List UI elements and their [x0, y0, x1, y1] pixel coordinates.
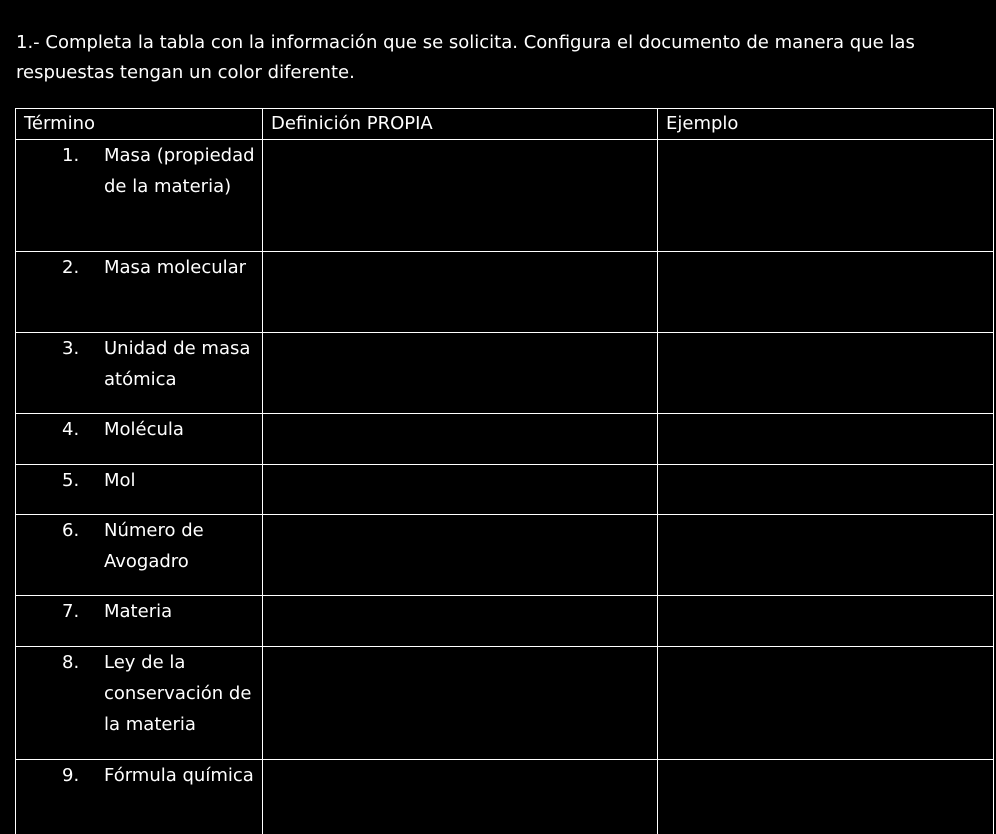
term-number: 2.: [62, 257, 80, 278]
example-cell[interactable]: [658, 596, 994, 647]
term-name: Masa molecular: [104, 257, 247, 278]
term-cell: [16, 465, 263, 515]
term-cell: [16, 252, 263, 333]
table-row: [16, 647, 994, 760]
term-name: Masa (propiedad de la materia): [104, 145, 255, 197]
term-cell: [16, 333, 263, 414]
term-name: Número de Avogadro: [104, 520, 204, 572]
definition-cell[interactable]: [263, 760, 658, 834]
term-name: Unidad de masa atómica: [104, 338, 251, 390]
instructions-text: 1.- Completa la tabla con la información que se solicita. Configura el documento de manera que las respuestas tengan un color diferente.: [16, 32, 915, 83]
table-row: [16, 465, 994, 515]
table-row: [16, 252, 994, 333]
definition-cell[interactable]: [263, 252, 658, 333]
example-cell[interactable]: [658, 647, 994, 760]
term-number: 5.: [62, 470, 80, 491]
term-number: 6.: [62, 520, 80, 541]
example-cell[interactable]: [658, 414, 994, 465]
example-cell[interactable]: [658, 515, 994, 596]
definition-cell[interactable]: [263, 140, 658, 252]
term-cell: [16, 515, 263, 596]
table-row: [16, 414, 994, 465]
term-number: 3.: [62, 338, 80, 359]
term-number: 9.: [62, 765, 80, 786]
example-cell[interactable]: [658, 252, 994, 333]
header-example: Ejemplo: [658, 109, 994, 140]
header-term: Término: [16, 109, 263, 140]
table-row: [16, 760, 994, 834]
term-name: Mol: [104, 470, 136, 491]
table-row: [16, 515, 994, 596]
term-cell: [16, 140, 263, 252]
term-cell: [16, 647, 263, 760]
example-cell[interactable]: [658, 465, 994, 515]
table-row: [16, 140, 994, 252]
term-cell: [16, 596, 263, 647]
term-number: 1.: [62, 145, 80, 166]
definition-cell[interactable]: [263, 596, 658, 647]
terms-table: [15, 108, 994, 834]
term-number: 4.: [62, 419, 80, 440]
example-cell[interactable]: [658, 333, 994, 414]
term-name: Materia: [104, 601, 173, 622]
definition-cell[interactable]: [263, 515, 658, 596]
definition-cell[interactable]: [263, 647, 658, 760]
term-number: 8.: [62, 652, 80, 673]
example-cell[interactable]: [658, 760, 994, 834]
table-row: [16, 333, 994, 414]
definition-cell[interactable]: [263, 465, 658, 515]
table-row: [16, 596, 994, 647]
term-name: Fórmula química: [104, 765, 254, 786]
header-definition: Definición PROPIA: [263, 109, 658, 140]
example-cell[interactable]: [658, 140, 994, 252]
term-cell: [16, 760, 263, 834]
term-name: Molécula: [104, 419, 184, 440]
term-number: 7.: [62, 601, 80, 622]
term-cell: [16, 414, 263, 465]
table-header-row: [16, 109, 994, 140]
definition-cell[interactable]: [263, 414, 658, 465]
term-name: Ley de la conservación de la materia: [104, 652, 252, 735]
definition-cell[interactable]: [263, 333, 658, 414]
